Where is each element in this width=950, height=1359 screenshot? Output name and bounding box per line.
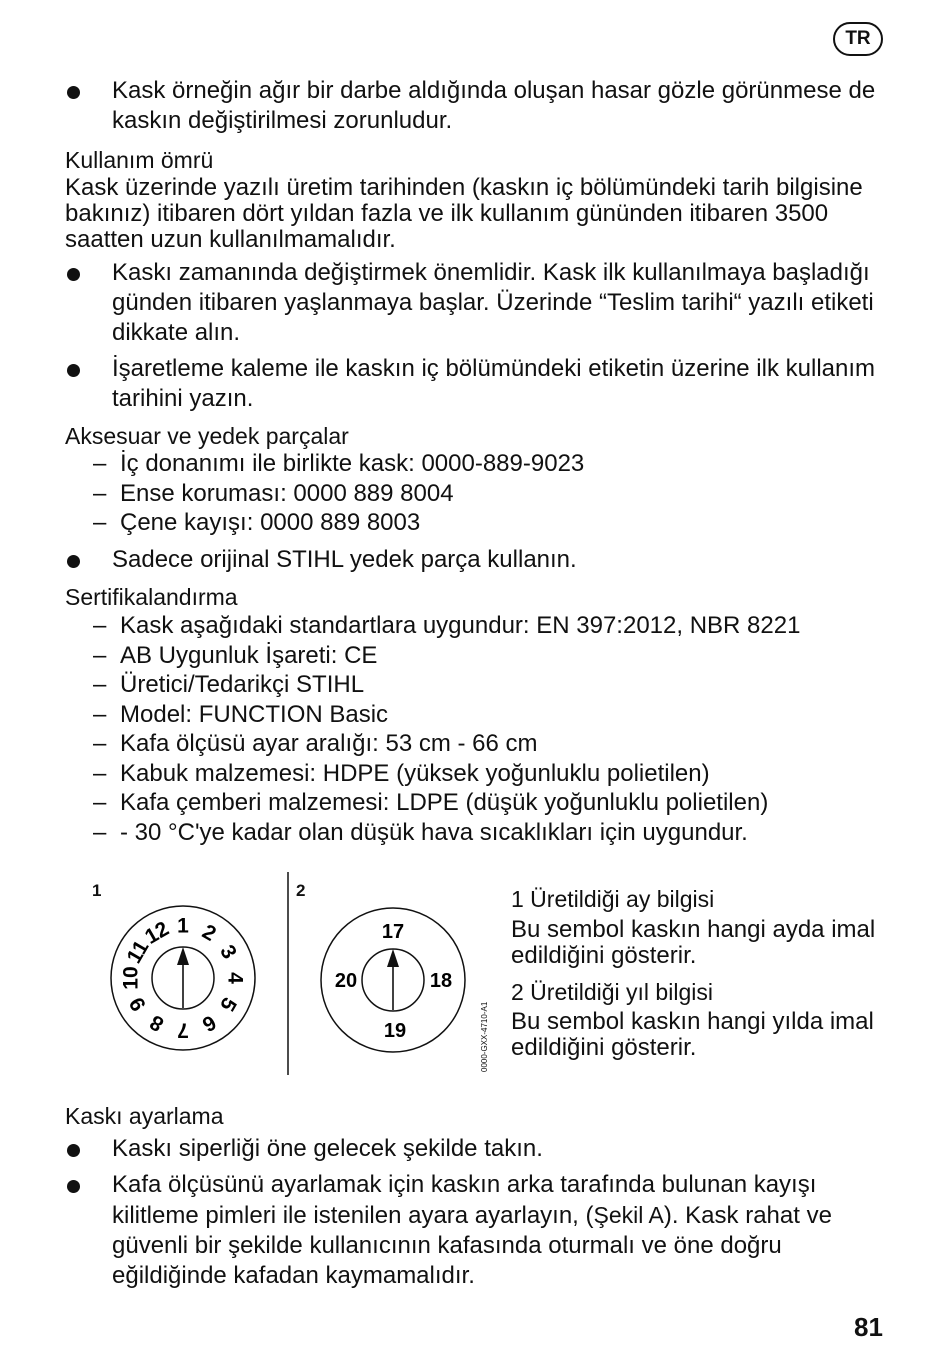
month-dial — [111, 906, 255, 1050]
list-item: – - 30 °C'ye kadar olan düşük hava sıcaklıkları için uygundur. — [93, 818, 748, 846]
month-label: 3 — [215, 941, 241, 963]
month-label: 11 — [122, 936, 154, 968]
list-item: – Model: FUNCTION Basic — [93, 700, 389, 728]
bullet-text: Sadece orijinal STIHL yedek parça kullanın. — [112, 546, 577, 573]
list-item: – Kafa ölçüsü ayar aralığı: 53 cm - 66 cm — [93, 730, 538, 757]
bullet-text: Kaskı zamanında değiştirmek önemlidir. Kask ilk kullanılmaya başladığı günden itibaren yaşlanmaya başlar. Üzerinde “Teslim tarihi“ yazılı etiketi dikkate alın. — [112, 259, 874, 346]
kullanim-bullet — [0, 354, 950, 414]
month-label: 10 — [119, 966, 143, 990]
kullanim-bullet — [0, 258, 950, 348]
month-label: 5 — [215, 993, 241, 1015]
bullet-dot — [67, 364, 80, 377]
date-dials-figure — [0, 860, 500, 1090]
sertifika-list — [0, 611, 950, 847]
section-heading-ayarlama: Kaskı ayarlama — [65, 1103, 224, 1129]
bullet-text-end: ). Kask rahat ve güvenli bir şekilde kullanıcının kafasında oturmalı ve öne doğru eğildiğinde kafadan kaymamalıdır. — [112, 1202, 832, 1289]
figure-code: 0000-GXX-4710-A1 — [480, 1001, 489, 1072]
month-label: 6 — [198, 1010, 220, 1036]
year-label: 17 — [381, 921, 405, 943]
month-label: 7 — [177, 1018, 189, 1042]
bullet-dot — [67, 1180, 80, 1193]
month-label: 4 — [223, 972, 247, 984]
kullanim-paragraph: Kask üzerinde yazılı üretim tarihinden (kaskın iç bölümündeki tarih bilgisine bakınız) itibaren dört yıldan fazla ve ilk kullanım gününden itibaren 3500 saatten uzun kullanılmamalıdır. — [65, 174, 863, 253]
month-label: 9 — [125, 993, 151, 1015]
month-label: 1 — [177, 914, 189, 938]
year-label: 18 — [429, 970, 453, 992]
bullet-dot — [67, 1144, 80, 1157]
legend-text-1: Bu sembol kaskın hangi ayda imal edildiğini gösterir. — [511, 916, 876, 969]
list-item: – Kask aşağıdaki standartlara uygundur: EN 397:2012, NBR 8221 — [93, 612, 801, 639]
section-heading-aksesuar: Aksesuar ve yedek parçalar — [65, 423, 349, 449]
ayarlama-bullet — [0, 1170, 950, 1291]
aksesuar-list — [0, 449, 950, 538]
figure-label-2: 2 — [296, 881, 306, 900]
bullet-dot — [67, 555, 80, 568]
figure-reference: Şekil A — [593, 1202, 664, 1228]
legend-title-1: 1 Üretildiği ay bilgisi — [511, 886, 715, 912]
ayarlama-bullet — [0, 1134, 950, 1164]
legend-text-2: Bu sembol kaskın hangi yılda imal edildiğini gösterir. — [511, 1008, 874, 1061]
bullet-dot — [67, 86, 80, 99]
list-item: – AB Uygunluk İşareti: CE — [93, 641, 378, 669]
month-label: 2 — [198, 920, 220, 946]
figure-label-1: 1 — [92, 881, 102, 900]
month-dial-arrow-icon — [177, 947, 189, 965]
month-label: 8 — [146, 1010, 168, 1036]
page-number: 81 — [854, 1312, 883, 1342]
list-item: – Üretici/Tedarikçi STIHL — [93, 671, 365, 698]
bullet-text: Kask örneğin ağır bir darbe aldığında oluşan hasar gözle görünmese de kaskın değiştirilmesi zorunludur. — [112, 77, 876, 134]
year-label: 20 — [334, 970, 358, 992]
year-label: 19 — [383, 1020, 407, 1042]
list-item: – Kabuk malzemesi: HDPE (yüksek yoğunluklu polietilen) — [93, 759, 710, 787]
list-item: – İç donanımı ile birlikte kask: 0000-889-9023 — [93, 450, 585, 477]
aksesuar-bullet — [0, 545, 950, 575]
month-label: 12 — [141, 917, 173, 949]
section-heading-kullanim: Kullanım ömrü — [65, 147, 214, 173]
bullet-text-start: Kafa ölçüsünü ayarlamak için kaskın arka tarafında bulunan kayışı kilitleme pimleri ile istenilen ayara ayarlayın, ( — [112, 1171, 817, 1229]
bullet-text: Kaskı siperliği öne gelecek şekilde takın. — [112, 1135, 543, 1162]
year-dial-arrow-icon — [387, 949, 399, 967]
bullet-dot — [67, 268, 80, 281]
language-badge: TR — [833, 22, 883, 56]
bullet-damage — [0, 76, 950, 136]
list-item: – Kafa çemberi malzemesi: LDPE (düşük yoğunluklu polietilen) — [93, 789, 769, 816]
section-heading-sertifika: Sertifikalandırma — [65, 584, 238, 610]
list-item: – Çene kayışı: 0000 889 8003 — [93, 509, 421, 536]
list-item: – Ense koruması: 0000 889 8004 — [93, 479, 454, 507]
legend-title-2: 2 Üretildiği yıl bilgisi — [511, 979, 713, 1005]
bullet-text: İşaretleme kaleme ile kaskın iç bölümündeki etiketin üzerine ilk kullanım tarihini yazın. — [112, 355, 876, 412]
year-dial — [321, 908, 465, 1052]
